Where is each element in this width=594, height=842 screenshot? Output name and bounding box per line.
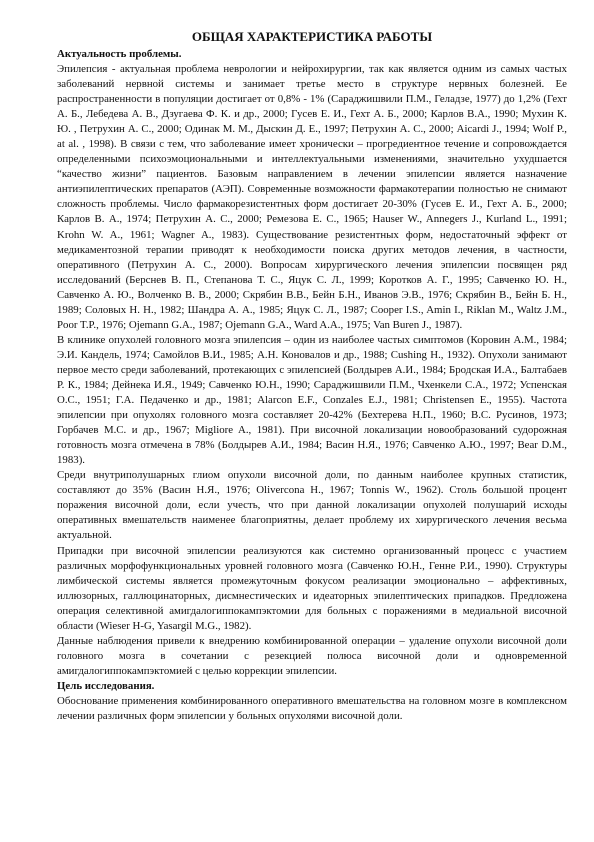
paragraph-1: Эпилепсия - актуальная проблема неврологии и нейрохирургии, так как является одним из самых частых заболеваний нервной системы и занимает третье место в структуре нервных болезней. Ее распространенности в популяции достигает от 0,8% - 1% (Сараджишвили П.М., Геладзе, 1977) до 1,2% (Гехт А. Б., Лебедева А. В., Дзугаева Ф. К. и др., 2000; Гусев Е. И., Гехт А. Б., 2000; Карлов В.А., 1990; Мухин К. Ю. , Петрухин А. С., 2000; Одинак М. М., Дыскин Д. Е., 1997; Петрухин А. С., 2000; Aicardi J., 1994; Wolf P., at al. , 1998). В связи с тем, что заболевание имеет хронически – прогредиентное течение и сопровождается определенными психоэмоциональными и интеллектуальными изменениями, значительно ухудшается “качество жизни” пациентов. Базовым направлением в лечении эпилепсии является назначение антиэпилептических препаратов (АЭП). Современные возможности фармакотерапии полностью не снимают сложность проблемы. Число фармакорезистентных форм достигает 20-30% (Гусев Е. И., Гехт А. Б., 2000; Карлов В. А., 1974; Петрухин А. С., 2000; Ремезова Е. С., 1965; Hauser W., Annegers J., Kurland L., 1991; Krohn W. A., 1961; Wagner A., 1983). Существование резистентных форм, недостаточный эффект от медикаментозной терапии приводят к необходимости поиска других методов лечения, в частности, оперативного (Петрухин А. С., 2000). Вопросам хирургического лечения эпилепсии посвящен ряд исследований (Берснев В. П., Степанова Т. С., Яцук С. Л., 1999; Коротков А. Г., 1995; Савченко Ю. Н., Савченко А. Ю., Волченко В. В., 2000; Скрябин В.В., Бейн Б.Н., Иванов Э.В., 1976; Скрябин В., Бейн Б. Н., 1989; Соловых Н. Н., 1982; Шандра А. А., 1985; Яцук С. Л., 1987; Cooper I.S., Amin I., Riklan M., Waltz J.M., Poor T.P., 1976; Ojemann G.A., 1987; Ojemann G.A., Ward A.A., 1975; Van Buren J., 1987). xyxy=(57,63,567,331)
goal-paragraph: Обоснование применения комбинированного оперативного вмешательства на головном мозге в комплексном лечении различных форм эпилепсии у больных опухолями височной доли. xyxy=(57,694,567,722)
paragraph-2: В клинике опухолей головного мозга эпилепсия – один из наиболее частых симптомов (Коровин А.М., 1984; Э.И. Кандель, 1974; Самойлов В.И., 1985; А.Н. Коновалов и др., 1988; Cushing H., 1932). Опухоли занимают первое место среди заболеваний, протекающих с эпилепсией (Болдырев А.И., 1984; Бродская И.А., Балтабаев Р. К., 1984; Дейнека И.Я., 1949; Савченко Ю.Н., 1990; Сараджишвили П.М., Чхенкели С.А., 1972; Успенская О.С., 1951; Г.А. Педаченко и др., 1981; Alarcon E.F., Conzales E.J., 1981; Christensen E., 1955). Частота эпилепсии при опухолях головного мозга составляет 20-42% (Бехтерева Н.П., 1960; В.С. Русинов, 1973; Горбачев М.С. и др., 1967; Migliore A., 1981). При височной локализации новообразований судорожная готовность мозга отмечена в 78% (Болдырев А.И., 1984; Васин Н.Я., 1976; Савченко А.Ю., 1997; Bear D.M., 1983). xyxy=(57,333,567,467)
paragraph-5: Данные наблюдения привели к внедрению комбинированной операции – удаление опухоли височной доли головного мозга в сочетании с резекцией полюса височной доли и одновременной амигдалогиппокампэктомией с целью коррекции эпилепсии. xyxy=(57,634,567,677)
paragraph-4: Припадки при височной эпилепсии реализуются как системно организованный процесс с участием различных морфофункциональных уровней головного мозга (Савченко Ю.Н., Генне Р.И., 1990). Структуры лимбической системы является промежуточным фокусом реализации эмоционально – аффективных, иллюзорных, галлюцинаторных, дисмнестических и идеаторных эпилептических припадков. Предложена операция селективной амигдалогиппокампэктомии для больных с поражениями в медиальной височной области (Wieser H-G, Yasargil M.G., 1982). xyxy=(57,544,567,632)
document-page xyxy=(57,30,567,724)
document-title: ОБЩАЯ ХАРАКТЕРИСТИКА РАБОТЫ xyxy=(191,29,433,44)
section-heading-goal: Цель исследования. xyxy=(57,679,155,692)
section-heading-relevance: Актуальность проблемы. xyxy=(57,48,182,60)
paragraph-3: Среди внутриполушарных глиом опухоли височной доли, по данным наиболее крупных статистик, составляют до 35% (Васин Н.Я., 1976; Olivercona H., 1967; Tonnis W., 1962). Столь большой процент поражения височной доли, если учесть, что при данной локализации опухолей полушарий исходы оперативных вмешательств наименее благоприятны, делает проблему их хирургического лечения весьма актуальной. xyxy=(57,469,567,542)
